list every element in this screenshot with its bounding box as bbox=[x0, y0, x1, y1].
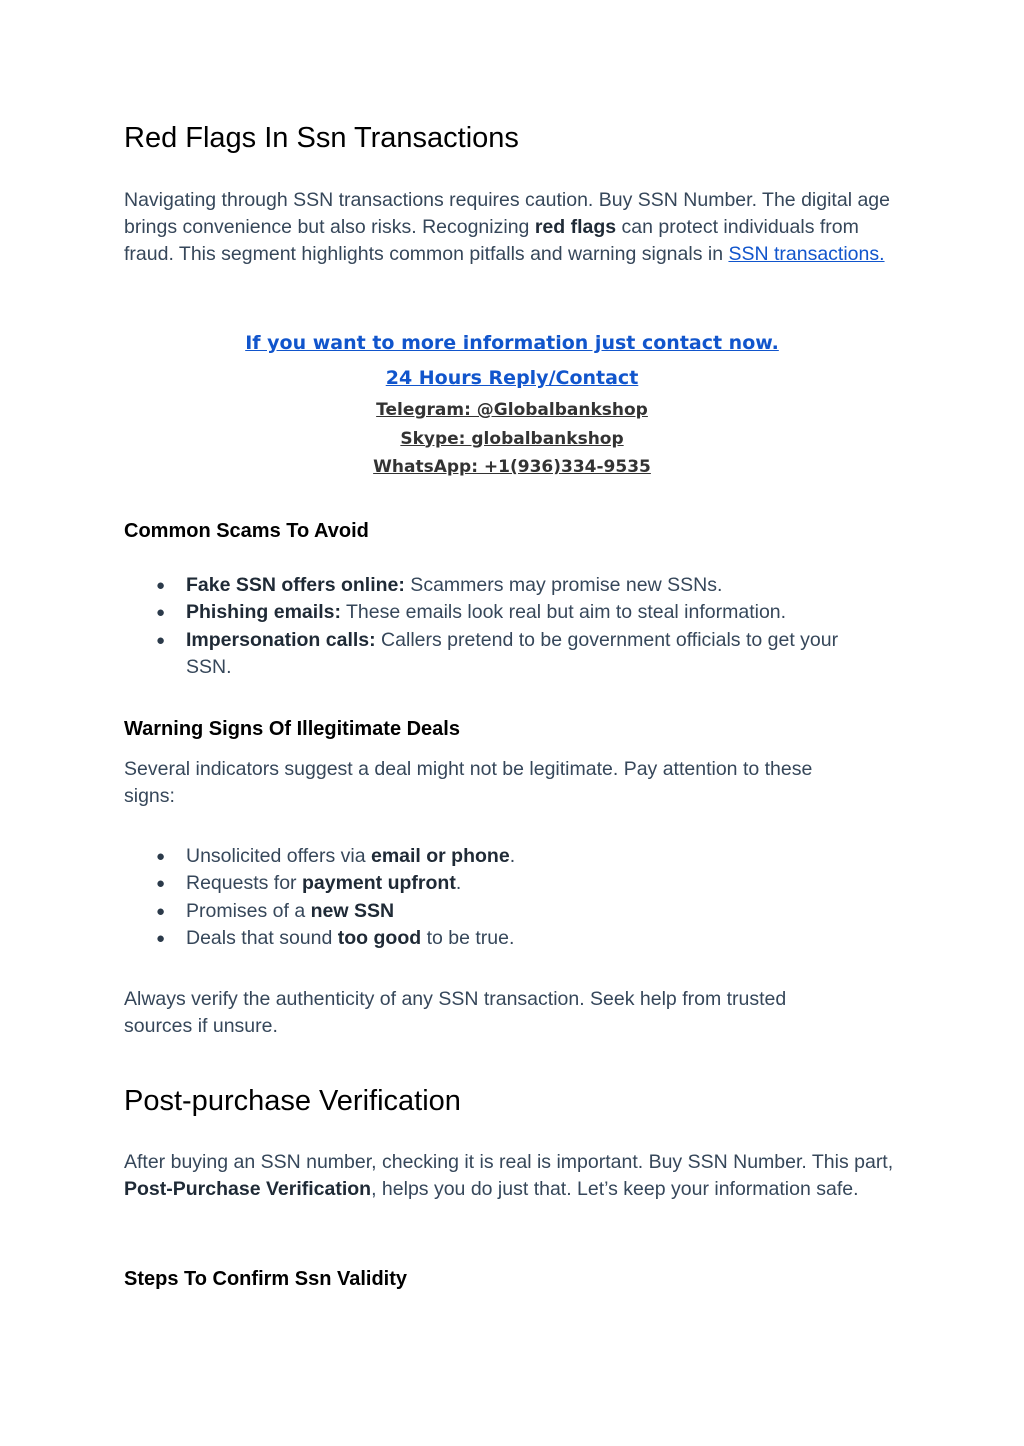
bullet-icon: ● bbox=[156, 631, 166, 649]
skype-link[interactable]: Skype: globalbankshop bbox=[400, 428, 624, 449]
bullet-icon: ● bbox=[156, 604, 166, 622]
bullet-icon: ● bbox=[156, 577, 166, 594]
telegram-link[interactable]: Telegram: @Globalbankshop bbox=[376, 400, 648, 420]
list-item: ● Unsolicited offers via email or phone. bbox=[124, 843, 900, 870]
section-title-post-purchase: Post-purchase Verification bbox=[124, 1085, 461, 1117]
contact-block bbox=[124, 326, 900, 482]
warning-list bbox=[124, 843, 900, 952]
bullet-icon: ● bbox=[156, 875, 166, 893]
contact-now-link[interactable]: If you want to more information just contact now. bbox=[245, 332, 779, 354]
intro-text-1: Navigating through SSN transactions requires caution. Buy SSN Number. The digital age brings convenience but also risks. Recognizing bbox=[124, 189, 890, 238]
bullet-icon: ● bbox=[156, 929, 166, 947]
subheading-common-scams: Common Scams To Avoid bbox=[124, 520, 369, 542]
subheading-steps-confirm: Steps To Confirm Ssn Validity bbox=[124, 1268, 408, 1290]
list-item: ● Fake SSN offers online: Scammers may promise new SSNs. bbox=[124, 572, 900, 599]
list-item: ● Promises of a new SSN bbox=[124, 898, 900, 925]
section-title-red-flags: Red Flags In Ssn Transactions bbox=[124, 122, 519, 154]
list-item: ● Deals that sound too good to be true. bbox=[124, 925, 900, 952]
intro-bold-red-flags: red flags bbox=[534, 216, 617, 238]
ssn-transactions-link[interactable]: SSN transactions. bbox=[728, 243, 885, 265]
bullet-icon: ● bbox=[156, 848, 166, 865]
subheading-warning-signs: Warning Signs Of Illegitimate Deals bbox=[124, 718, 460, 740]
post-purchase-paragraph: After buying an SSN number, checking it is real is important. Buy SSN Number. This part, Post-Purchase Verification, helps you do just that. Let’s keep your information safe. bbox=[124, 1151, 894, 1200]
whatsapp-link[interactable]: WhatsApp: +1(936)334-9535 bbox=[373, 457, 651, 477]
list-item: ● Requests for payment upfront. bbox=[124, 870, 900, 897]
bullet-icon: ● bbox=[156, 902, 166, 920]
list-item: ● Phishing emails: These emails look real but aim to steal information. bbox=[124, 599, 900, 626]
intro-paragraph bbox=[124, 187, 900, 268]
reply-contact-link[interactable]: 24 Hours Reply/Contact bbox=[385, 367, 639, 389]
intro-text-2: can protect individuals from fraud. This segment highlights common pitfalls and warning signals in bbox=[124, 216, 859, 265]
list-item: ● Impersonation calls: Callers pretend to be government officials to get your SSN. bbox=[156, 628, 839, 678]
closing-paragraph: Always verify the authenticity of any SSN transaction. Seek help from trusted sources if unsure. bbox=[124, 988, 787, 1037]
warning-intro: Several indicators suggest a deal might not be legitimate. Pay attention to these signs: bbox=[124, 758, 813, 807]
post-purchase-bold: Post-Purchase Verification bbox=[124, 1178, 372, 1200]
scams-list bbox=[124, 572, 900, 681]
